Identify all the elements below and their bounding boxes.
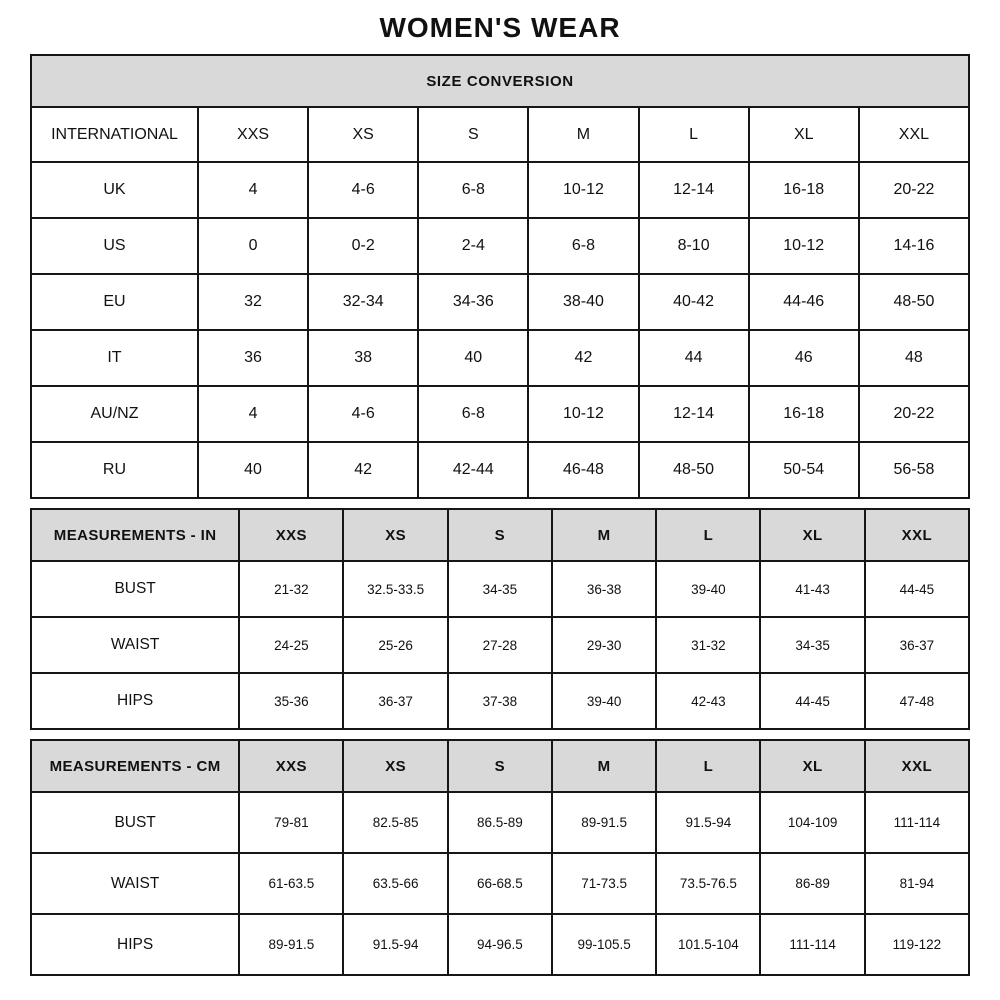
value-cell: 86-89: [760, 853, 864, 914]
column-header-m: M: [552, 509, 656, 561]
value-cell: 63.5-66: [343, 853, 447, 914]
row-label-hips: HIPS: [31, 914, 239, 975]
row-label-waist: WAIST: [31, 853, 239, 914]
row-label-eu: EU: [31, 274, 198, 330]
value-cell: 89-91.5: [239, 914, 343, 975]
table-title-row: [31, 55, 969, 107]
value-cell: 4-6: [308, 162, 418, 218]
value-cell: 56-58: [859, 442, 969, 498]
value-cell: 36-37: [865, 617, 969, 673]
column-header-xs: XS: [343, 509, 447, 561]
row-label-hips: HIPS: [31, 673, 239, 729]
table-header-row: [31, 107, 969, 162]
value-cell: 38-40: [528, 274, 638, 330]
value-cell: 41-43: [760, 561, 864, 617]
value-cell: 2-4: [418, 218, 528, 274]
value-cell: 38: [308, 330, 418, 386]
column-header-xs: XS: [343, 740, 447, 792]
value-cell: 0-2: [308, 218, 418, 274]
row-label-waist: WAIST: [31, 617, 239, 673]
value-cell: 20-22: [859, 162, 969, 218]
value-cell: 119-122: [865, 914, 969, 975]
value-cell: 10-12: [528, 386, 638, 442]
value-cell: 99-105.5: [552, 914, 656, 975]
value-cell: 20-22: [859, 386, 969, 442]
value-cell: 6-8: [528, 218, 638, 274]
value-cell: 40: [418, 330, 528, 386]
table-header-row: [31, 740, 969, 792]
value-cell: 66-68.5: [448, 853, 552, 914]
value-cell: 40-42: [639, 274, 749, 330]
table-row: [31, 617, 969, 673]
value-cell: 32.5-33.5: [343, 561, 447, 617]
column-header-xs: XS: [308, 107, 418, 162]
value-cell: 48-50: [639, 442, 749, 498]
value-cell: 44: [639, 330, 749, 386]
table-row: [31, 386, 969, 442]
value-cell: 4: [198, 386, 308, 442]
value-cell: 71-73.5: [552, 853, 656, 914]
value-cell: 6-8: [418, 162, 528, 218]
value-cell: 16-18: [749, 386, 859, 442]
table-row: [31, 673, 969, 729]
value-cell: 4-6: [308, 386, 418, 442]
value-cell: 36: [198, 330, 308, 386]
value-cell: 40: [198, 442, 308, 498]
value-cell: 48-50: [859, 274, 969, 330]
value-cell: 37-38: [448, 673, 552, 729]
value-cell: 10-12: [528, 162, 638, 218]
column-header-xxs: XXS: [239, 509, 343, 561]
page-title: WOMEN'S WEAR: [379, 12, 621, 43]
value-cell: 79-81: [239, 792, 343, 853]
table-row: [31, 442, 969, 498]
value-cell: 111-114: [760, 914, 864, 975]
column-header-m: M: [528, 107, 638, 162]
measurements-in-table: [30, 508, 970, 730]
value-cell: 73.5-76.5: [656, 853, 760, 914]
row-label-uk: UK: [31, 162, 198, 218]
row-label-ru: RU: [31, 442, 198, 498]
value-cell: 89-91.5: [552, 792, 656, 853]
value-cell: 34-35: [760, 617, 864, 673]
value-cell: 42: [308, 442, 418, 498]
value-cell: 10-12: [749, 218, 859, 274]
value-cell: 35-36: [239, 673, 343, 729]
column-header-l: L: [656, 509, 760, 561]
value-cell: 46: [749, 330, 859, 386]
value-cell: 36-38: [552, 561, 656, 617]
table-row: [31, 561, 969, 617]
column-header-international: INTERNATIONAL: [31, 107, 198, 162]
value-cell: 91.5-94: [343, 914, 447, 975]
column-header-s: S: [418, 107, 528, 162]
value-cell: 104-109: [760, 792, 864, 853]
table-title: SIZE CONVERSION: [31, 55, 969, 107]
row-label-bust: BUST: [31, 561, 239, 617]
value-cell: 0: [198, 218, 308, 274]
column-header-xl: XL: [760, 509, 864, 561]
column-header-m: M: [552, 740, 656, 792]
column-header-xxl: XXL: [865, 740, 969, 792]
value-cell: 34-36: [418, 274, 528, 330]
value-cell: 21-32: [239, 561, 343, 617]
table-row: [31, 218, 969, 274]
column-header-xl: XL: [760, 740, 864, 792]
value-cell: 44-46: [749, 274, 859, 330]
value-cell: 47-48: [865, 673, 969, 729]
value-cell: 61-63.5: [239, 853, 343, 914]
column-header-xxl: XXL: [859, 107, 969, 162]
value-cell: 34-35: [448, 561, 552, 617]
value-cell: 6-8: [418, 386, 528, 442]
row-label-bust: BUST: [31, 792, 239, 853]
column-header-s: S: [448, 509, 552, 561]
value-cell: 81-94: [865, 853, 969, 914]
size-conversion-table: [30, 54, 970, 499]
value-cell: 50-54: [749, 442, 859, 498]
table-row: [31, 274, 969, 330]
value-cell: 44-45: [760, 673, 864, 729]
value-cell: 101.5-104: [656, 914, 760, 975]
column-header-s: S: [448, 740, 552, 792]
value-cell: 42-44: [418, 442, 528, 498]
value-cell: 31-32: [656, 617, 760, 673]
value-cell: 44-45: [865, 561, 969, 617]
value-cell: 27-28: [448, 617, 552, 673]
value-cell: 86.5-89: [448, 792, 552, 853]
value-cell: 29-30: [552, 617, 656, 673]
value-cell: 24-25: [239, 617, 343, 673]
row-label-it: IT: [31, 330, 198, 386]
column-header-measurements-cm: MEASUREMENTS - CM: [31, 740, 239, 792]
value-cell: 16-18: [749, 162, 859, 218]
value-cell: 91.5-94: [656, 792, 760, 853]
value-cell: 36-37: [343, 673, 447, 729]
column-header-xxl: XXL: [865, 509, 969, 561]
value-cell: 46-48: [528, 442, 638, 498]
value-cell: 12-14: [639, 162, 749, 218]
table-row: [31, 162, 969, 218]
value-cell: 12-14: [639, 386, 749, 442]
value-cell: 25-26: [343, 617, 447, 673]
column-header-l: L: [639, 107, 749, 162]
value-cell: 32-34: [308, 274, 418, 330]
column-header-xl: XL: [749, 107, 859, 162]
value-cell: 8-10: [639, 218, 749, 274]
column-header-measurements-in: MEASUREMENTS - IN: [31, 509, 239, 561]
table-header-row: [31, 509, 969, 561]
row-label-au-nz: AU/NZ: [31, 386, 198, 442]
value-cell: 42: [528, 330, 638, 386]
column-header-xxs: XXS: [198, 107, 308, 162]
table-row: [31, 792, 969, 853]
table-row: [31, 330, 969, 386]
value-cell: 94-96.5: [448, 914, 552, 975]
value-cell: 39-40: [656, 561, 760, 617]
value-cell: 39-40: [552, 673, 656, 729]
value-cell: 82.5-85: [343, 792, 447, 853]
value-cell: 42-43: [656, 673, 760, 729]
value-cell: 32: [198, 274, 308, 330]
column-header-l: L: [656, 740, 760, 792]
measurements-cm-table: [30, 739, 970, 976]
table-row: [31, 914, 969, 975]
value-cell: 111-114: [865, 792, 969, 853]
value-cell: 4: [198, 162, 308, 218]
value-cell: 14-16: [859, 218, 969, 274]
column-header-xxs: XXS: [239, 740, 343, 792]
value-cell: 48: [859, 330, 969, 386]
table-row: [31, 853, 969, 914]
row-label-us: US: [31, 218, 198, 274]
